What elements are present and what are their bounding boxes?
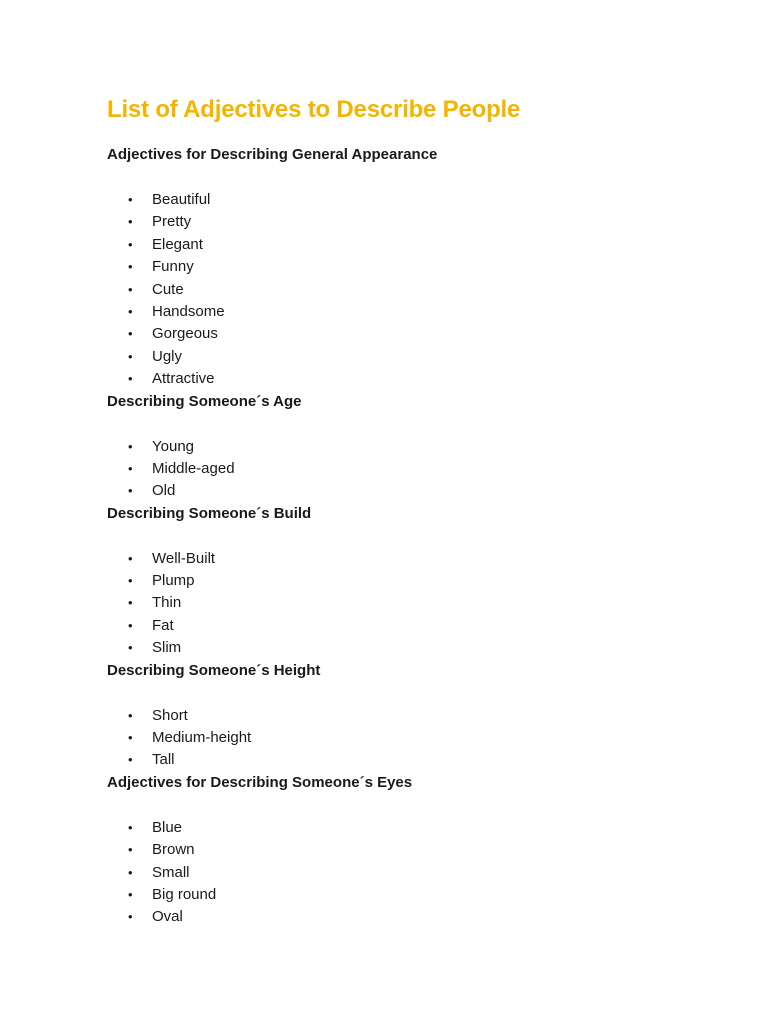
list-item-label: Pretty — [152, 213, 192, 231]
bullet-icon: • — [128, 730, 133, 746]
bullet-icon: • — [128, 752, 133, 768]
bullet-list — [107, 682, 727, 772]
list-item-label: Brown — [152, 841, 195, 859]
list-item-label: Blue — [152, 818, 183, 836]
bullet-icon: • — [128, 214, 133, 230]
list-item — [107, 436, 727, 458]
list-item — [107, 548, 727, 570]
list-item — [107, 817, 727, 839]
list-item-label: Ugly — [152, 347, 183, 365]
list-item — [107, 839, 727, 861]
list-item — [107, 906, 727, 928]
bullet-icon: • — [128, 259, 133, 275]
section-heading: Adjectives for Describing General Appearance — [107, 146, 438, 163]
list-item — [107, 480, 727, 502]
section-heading: Describing Someone´s Age — [107, 392, 302, 410]
bullet-icon: • — [128, 550, 133, 566]
bullet-icon: • — [128, 573, 133, 589]
list-item-label: Handsome — [152, 302, 225, 320]
section-heading: Describing Someone´s Height — [107, 661, 321, 679]
bullet-icon: • — [128, 236, 133, 252]
section-heading: Describing Someone´s Build — [107, 504, 312, 522]
bullet-icon: • — [128, 617, 133, 633]
bullet-list — [107, 794, 727, 929]
document-title: List of Adjectives to Describe People — [107, 96, 521, 123]
bullet-icon: • — [128, 303, 133, 319]
list-item-label: Medium-height — [152, 729, 252, 747]
document-page — [107, 94, 727, 929]
list-item-label: Young — [152, 437, 194, 455]
list-item — [107, 705, 727, 727]
bullet-icon: • — [128, 460, 133, 476]
bullet-list — [107, 413, 727, 503]
list-item-label: Beautiful — [152, 191, 211, 208]
bullet-icon: • — [128, 192, 133, 207]
list-item-label: Tall — [152, 751, 175, 769]
bullet-icon: • — [128, 595, 133, 611]
list-item-label: Attractive — [152, 370, 215, 388]
list-item — [107, 592, 727, 614]
list-item-label: Fat — [152, 616, 174, 634]
bullet-icon: • — [128, 864, 133, 880]
bullet-icon: • — [128, 819, 133, 835]
list-item-label: Plump — [152, 572, 195, 590]
list-item — [107, 256, 727, 278]
bullet-icon: • — [128, 438, 133, 454]
list-item — [107, 301, 727, 323]
bullet-icon: • — [128, 707, 133, 723]
list-item-label: Middle-aged — [152, 459, 235, 477]
bullet-icon: • — [128, 909, 133, 925]
list-item-label: Small — [152, 863, 190, 881]
list-item — [107, 189, 727, 211]
list-item — [107, 279, 727, 301]
sections-container — [107, 144, 727, 929]
bullet-icon: • — [128, 326, 133, 342]
list-item-label: Big round — [152, 885, 217, 903]
bullet-list — [107, 166, 727, 391]
list-item — [107, 862, 727, 884]
list-item-label: Well-Built — [152, 549, 216, 567]
list-item — [107, 211, 727, 233]
list-item-label: Old — [152, 482, 176, 500]
list-item-label: Gorgeous — [152, 325, 218, 343]
bullet-icon: • — [128, 842, 133, 858]
list-item-label: Thin — [152, 594, 182, 612]
list-item — [107, 368, 727, 390]
list-item — [107, 570, 727, 592]
list-item — [107, 637, 727, 659]
bullet-icon: • — [128, 886, 133, 902]
list-item — [107, 615, 727, 637]
list-item-label: Funny — [152, 258, 194, 276]
list-item — [107, 884, 727, 906]
list-item — [107, 346, 727, 368]
bullet-icon: • — [128, 640, 133, 656]
bullet-list — [107, 525, 727, 660]
list-item-label: Elegant — [152, 235, 203, 253]
list-item — [107, 727, 727, 749]
section-heading: Adjectives for Describing Someone´s Eyes — [107, 773, 413, 791]
list-item-label: Cute — [152, 280, 184, 298]
list-item-label: Slim — [152, 639, 182, 657]
list-item-label: Short — [152, 706, 188, 724]
bullet-icon: • — [128, 371, 133, 387]
bullet-icon: • — [128, 483, 133, 499]
bullet-icon: • — [128, 348, 133, 364]
list-item — [107, 323, 727, 345]
list-item — [107, 749, 727, 771]
list-item — [107, 458, 727, 480]
bullet-icon: • — [128, 281, 133, 297]
list-item-label: Oval — [152, 908, 183, 926]
list-item — [107, 234, 727, 256]
